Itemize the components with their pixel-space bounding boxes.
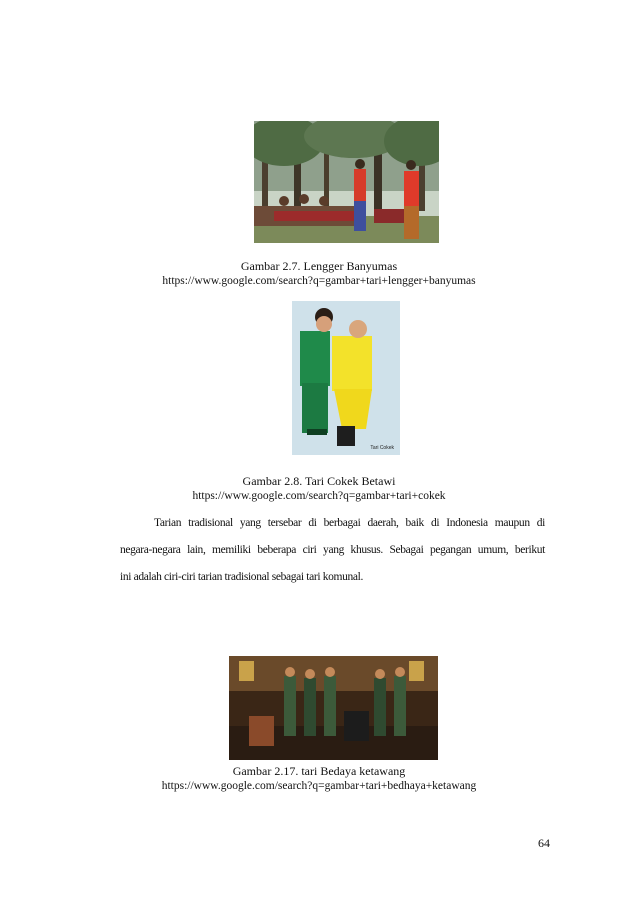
photo-label: Tari Cokek bbox=[370, 445, 394, 451]
figure-caption bbox=[0, 259, 638, 289]
caption-title: Gambar 2.8. Tari Cokek Betawi bbox=[242, 474, 396, 488]
caption-title: Gambar 2.7. Lengger Banyumas bbox=[240, 259, 398, 273]
caption-source-url: https://www.google.com/search?q=gambar+tari+cokek bbox=[192, 490, 446, 502]
paragraph-line: negara-negara lain, memiliki beberapa ciri yang khusus. Sebagai pegangan umum, berikut bbox=[120, 544, 545, 556]
photo-bedaya-ketawang bbox=[229, 656, 438, 760]
body-paragraph bbox=[120, 510, 545, 591]
page-number: 64 bbox=[538, 836, 550, 850]
caption-source-url: https://www.google.com/search?q=gambar+tari+lengger+banyumas bbox=[162, 275, 476, 287]
caption-title: Gambar 2.17. tari Bedaya ketawang bbox=[232, 764, 406, 778]
caption-source-url: https://www.google.com/search?q=gambar+tari+bedhaya+ketawang bbox=[161, 780, 477, 792]
photo-lengger-banyumas bbox=[254, 121, 439, 243]
paragraph-line: ini adalah ciri-ciri tarian tradisional sebagai tari komunal. bbox=[120, 571, 364, 583]
paragraph-line: Tarian tradisional yang tersebar di berbagai daerah, baik di Indonesia maupun di bbox=[154, 517, 545, 529]
figure-caption bbox=[0, 764, 638, 794]
figure-caption bbox=[0, 474, 638, 504]
photo-tari-cokek bbox=[292, 301, 400, 455]
